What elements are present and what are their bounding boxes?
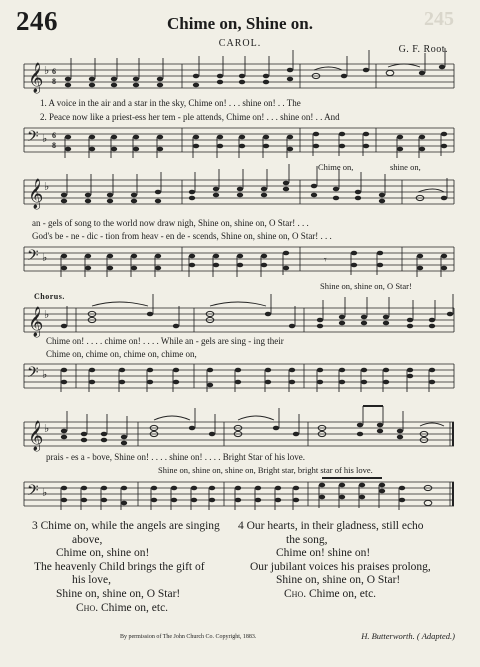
stanza3-line5: his love, — [72, 574, 111, 587]
treble-staff-1 — [24, 62, 454, 96]
chorus-label: Chorus. — [34, 292, 65, 301]
stanza4-cho-label: Cho. — [284, 587, 307, 600]
author-credit: H. Butterworth. ( Adapted.) — [361, 631, 455, 641]
stanza3-line7: Chime on, etc. — [100, 601, 169, 614]
svg-text:♭: ♭ — [44, 309, 50, 321]
bass-staff-1 — [24, 126, 454, 160]
stanza-3 — [32, 520, 220, 615]
svg-text:𝄢: 𝄢 — [27, 364, 39, 384]
system1-bass-echo-1: Chime on, — [318, 162, 354, 172]
svg-text:6: 6 — [52, 131, 56, 140]
stanza4-line5: Shine on, shine on, O Star! — [276, 574, 401, 587]
hymn-subtitle: CAROL. — [218, 38, 262, 49]
hymn-number: 246 — [16, 6, 58, 36]
bass-staff-4 — [24, 480, 454, 514]
treble-staff-2 — [24, 178, 454, 212]
svg-text:♭: ♭ — [42, 252, 48, 264]
bass-staff-2 — [24, 245, 454, 279]
system2-bass-echo: Shine on, shine on, O Star! — [320, 281, 412, 291]
treble-staff-4 — [24, 420, 454, 454]
system1-verse1: 1. A voice in the air and a star in the sky, Chime on! . . . shine on! . . The — [40, 98, 301, 108]
stanza4-line3: Chime on! shine on! — [276, 547, 371, 560]
system2-verse2: God's be - ne - dic - tion from heav - en de - scends, Shine on, shine on, O Star! . . . — [32, 231, 332, 241]
svg-text:8: 8 — [52, 141, 56, 150]
stanza4-line1: 4 Our hearts, in their gladness, still echo — [238, 520, 424, 532]
system1-verse2: 2. Peace now like a priest-ess her tem - ple attends, Chime on! . . . shine on! . . And — [40, 112, 340, 122]
stanza3-line6: Shine on, shine on, O Star! — [56, 587, 181, 600]
svg-text:8: 8 — [52, 77, 56, 86]
copyright-note: By permission of The John Church Co. Copyright, 1883. — [120, 634, 257, 640]
bass-staff-3 — [24, 362, 454, 396]
stanza4-line4: Our jubilant voices his praises prolong, — [250, 560, 431, 573]
stanza4-line6: Chime on, etc. — [308, 587, 377, 600]
system1-bass-echo-2: shine on, — [390, 162, 421, 172]
svg-text:♭: ♭ — [42, 133, 48, 145]
svg-text:𝄞: 𝄞 — [28, 421, 44, 450]
stanza3-cho-label: Cho. — [76, 601, 99, 614]
system2-verse1: an - gels of song to the world now draw nigh, Shine on, shine on, O Star! . . . — [32, 218, 309, 228]
svg-text:6: 6 — [52, 67, 56, 76]
svg-text:𝄞: 𝄞 — [28, 179, 44, 208]
svg-text:♭: ♭ — [44, 65, 50, 77]
svg-text:𝄢: 𝄢 — [27, 482, 39, 502]
svg-text:𝄾: 𝄾 — [324, 255, 327, 266]
svg-text:𝄢: 𝄢 — [27, 247, 39, 267]
svg-text:♭: ♭ — [42, 369, 48, 381]
stanza-4 — [238, 520, 431, 602]
system4-soprano-lyric: prais - es a - bove, Shine on! . . . . shine on! . . . . Bright Star of his love. — [46, 452, 305, 462]
system3-bass-lyric: Chime on, chime on, chime on, chime on, — [46, 349, 197, 359]
hymn-title: Chime on, Shine on. — [167, 14, 313, 33]
svg-text:♭: ♭ — [44, 423, 50, 435]
treble-staff-3 — [24, 306, 454, 340]
system3-soprano-lyric: Chime on! . . . . chime on! . . . . While an - gels are sing - ing their — [46, 336, 284, 346]
svg-text:𝄢: 𝄢 — [27, 128, 39, 148]
system4-bass-lyric: Shine on, shine on, shine on, Bright star, bright star of his love. — [158, 465, 373, 475]
stanza4-line2: the song, — [286, 533, 328, 546]
svg-text:♭: ♭ — [42, 487, 48, 499]
bleed-through-number: 245 — [424, 8, 454, 30]
svg-text:𝄞: 𝄞 — [28, 63, 44, 92]
composer: G. F. Root. — [398, 44, 448, 55]
svg-text:♭: ♭ — [44, 181, 50, 193]
stanza3-line2: above, — [72, 533, 103, 546]
stanza3-line3: Chime on, shine on! — [56, 547, 150, 560]
svg-text:𝄞: 𝄞 — [28, 307, 44, 336]
stanza3-line4: The heavenly Child brings the gift of — [34, 560, 205, 573]
stanza3-line1: 3 Chime on, while the angels are singing — [32, 520, 220, 532]
